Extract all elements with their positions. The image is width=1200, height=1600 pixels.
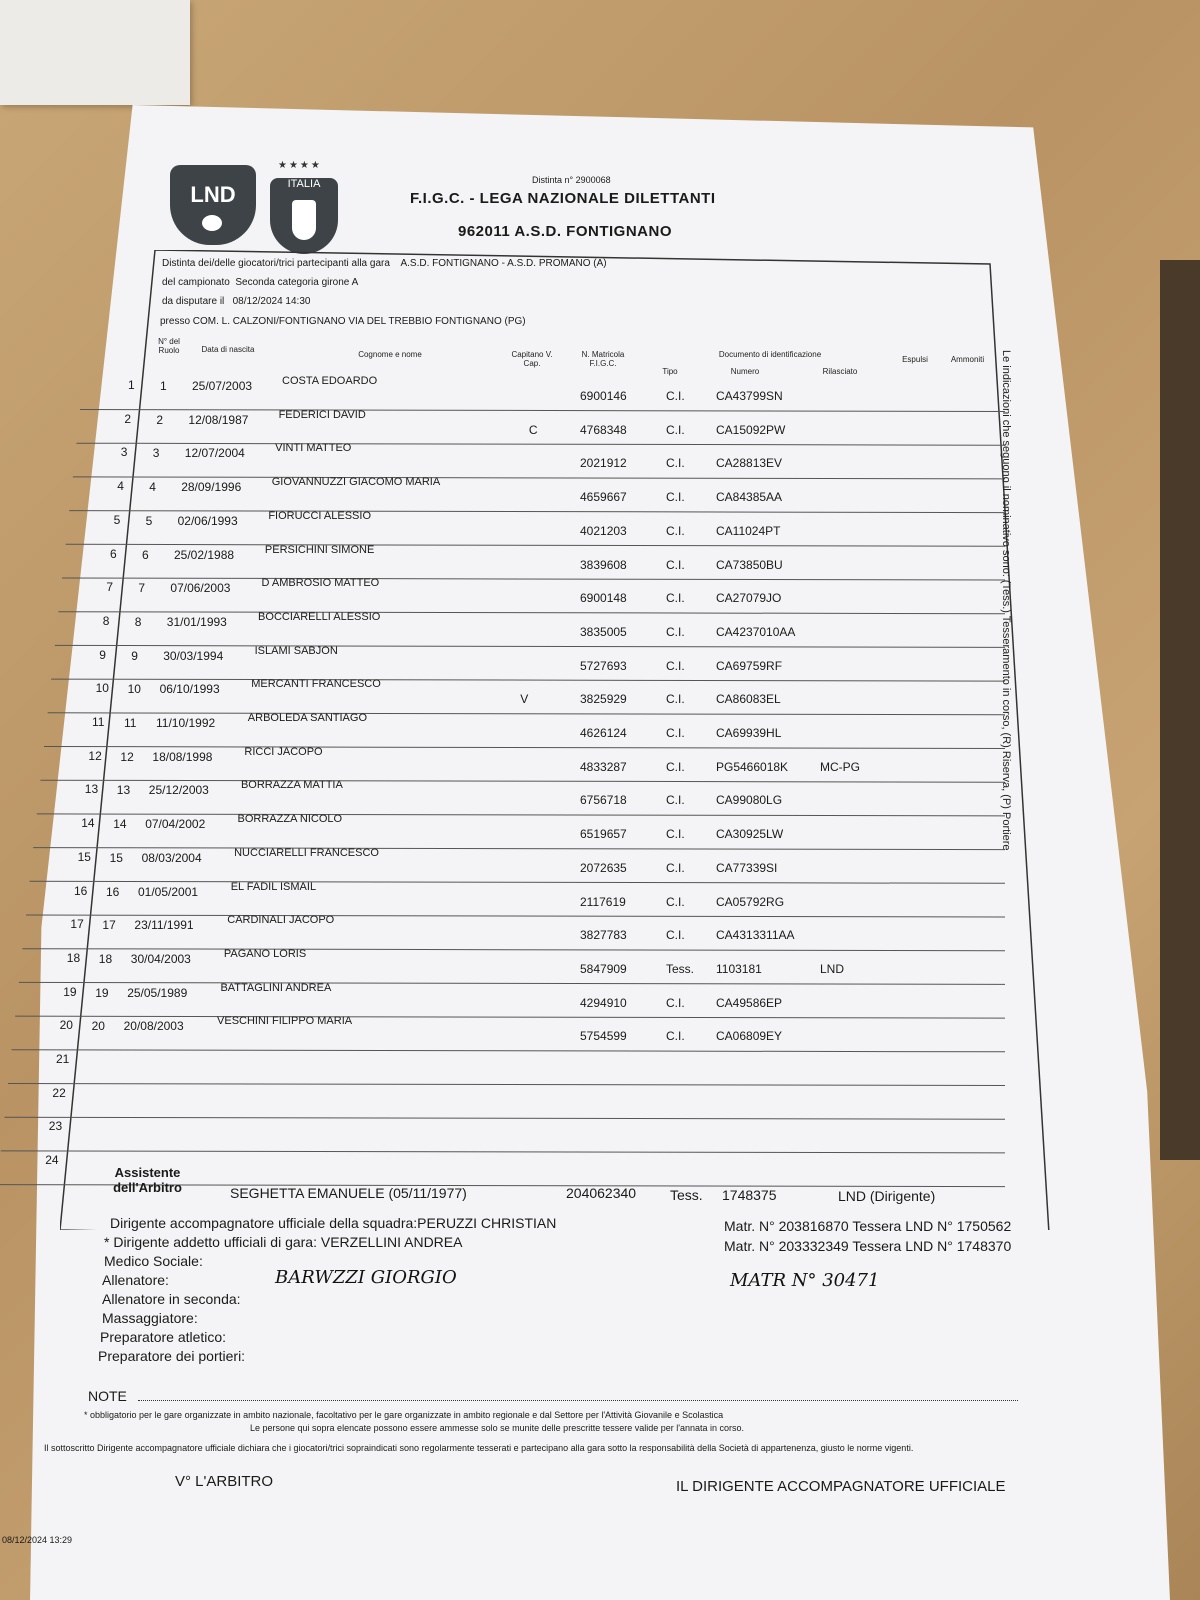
- col-capitano: Capitano V. Cap.: [511, 350, 553, 368]
- row-doc-number: CA4237010AA: [716, 624, 796, 639]
- row-doc-number: CA15092PW: [716, 422, 786, 437]
- row-doc-number: CA28813EV: [716, 456, 783, 471]
- assistant-label: [100, 1165, 195, 1195]
- row-doc-number: CA43799SN: [716, 389, 783, 403]
- row-dob: 30/04/2003: [130, 951, 191, 966]
- staff-preparatore-portieri: Preparatore dei portieri:: [98, 1348, 246, 1364]
- row-matricola: 4833287: [580, 759, 627, 774]
- row-matricola: 6756718: [580, 793, 627, 808]
- row-divider: [51, 679, 1005, 681]
- row-doc-type: C.I.: [666, 422, 685, 437]
- row-doc-type: C.I.: [666, 860, 685, 875]
- match-line-1-value: A.S.D. FONTIGNANO - A.S.D. PROMANO (A): [400, 258, 607, 269]
- row-doc-type: C.I.: [666, 928, 685, 943]
- row-number: 20: [59, 1018, 73, 1033]
- row-ruolo: 5: [145, 513, 153, 528]
- staff-allenatore: Allenatore:: [102, 1272, 169, 1288]
- row-ruolo: 1: [160, 379, 167, 393]
- row-doc-number: CA05792RG: [716, 894, 785, 909]
- row-matricola: 4626124: [580, 726, 627, 740]
- row-number: 15: [77, 849, 91, 864]
- row-ruolo: 15: [109, 850, 123, 865]
- row-number: 17: [70, 917, 84, 932]
- note-label: NOTE: [88, 1388, 127, 1404]
- row-number: 21: [56, 1052, 70, 1066]
- row-ruolo: 11: [124, 716, 137, 730]
- row-number: 24: [45, 1153, 59, 1168]
- row-doc-type: C.I.: [666, 1029, 685, 1044]
- row-player-name: FEDERICI DAVID: [278, 408, 366, 421]
- row-dob: 20/08/2003: [123, 1019, 184, 1034]
- footer-timestamp: 08/12/2024 13:29: [2, 1535, 73, 1545]
- match-line-2-value: Seconda categoria girone A: [235, 277, 359, 288]
- footer-arbitro: V° L'ARBITRO: [175, 1473, 274, 1490]
- row-doc-issued: MC-PG: [820, 759, 860, 774]
- row-number: 7: [106, 580, 114, 595]
- footer-obbligatorio: * obbligatorio per le gare organizzate in ambito nazionale, facoltativo per le gare organizzate in ambito regionale e dal Settore per l'Attività Giovanile e Scolastica: [84, 1410, 724, 1420]
- row-doc-type: C.I.: [666, 995, 685, 1010]
- footer-dichiarazione: Il sottoscritto Dirigente accompagnatore ufficiale dichiara che i giocatori/trici sopraindicati sono regolarmente tesserati e partecipano alla gara sotto la responsabilità della Società di appartenenza, giusto le norme vigenti.: [44, 1443, 914, 1453]
- stars-icon: ★★★★: [278, 160, 322, 171]
- row-doc-number: CA49586EP: [716, 995, 783, 1010]
- row-dob: 25/02/1988: [174, 547, 235, 562]
- row-number: 9: [99, 647, 106, 662]
- row-player-name: BATTAGLINI ANDREA: [220, 981, 332, 994]
- col-ammoniti: Ammoniti: [950, 355, 985, 364]
- assistant-name: SEGHETTA EMANUELE (05/11/1977): [230, 1185, 467, 1201]
- row-dob: 01/05/2001: [138, 884, 199, 899]
- row-ruolo: 2: [156, 412, 164, 427]
- row-player-name: MERCANTI FRANCESCO: [251, 678, 381, 691]
- row-doc-issued: LND: [820, 961, 845, 976]
- row-matricola: 4021203: [580, 523, 627, 538]
- footer-persone: Le persone qui sopra elencate possono essere ammesse solo se munite delle prescritte tessere valide per l'annata in corso.: [250, 1423, 744, 1433]
- staff-massaggiatore: Massaggiatore:: [102, 1310, 198, 1326]
- row-doc-number: CA11024PT: [716, 523, 781, 538]
- col-nome: Cognome e nome: [358, 350, 422, 359]
- row-captain: V: [520, 692, 529, 707]
- row-doc-type: C.I.: [666, 523, 685, 538]
- row-doc-type: C.I.: [666, 827, 685, 842]
- row-player-name: PAGANO LORIS: [223, 947, 307, 960]
- row-dob: 31/01/1993: [166, 614, 227, 629]
- row-divider: [69, 511, 1005, 513]
- row-ruolo: 16: [106, 884, 120, 899]
- row-dob: 12/08/1987: [188, 412, 249, 427]
- row-divider: [37, 814, 1005, 816]
- row-doc-type: C.I.: [666, 456, 685, 471]
- row-doc-type: C.I.: [666, 692, 685, 707]
- row-doc-type: C.I.: [666, 557, 685, 572]
- row-matricola: 2021912: [580, 456, 627, 471]
- row-divider: [80, 410, 1005, 412]
- row-divider: [30, 881, 1005, 883]
- match-line-2-label: del campionato: [162, 277, 230, 288]
- row-ruolo: 8: [134, 614, 142, 629]
- row-doc-type: C.I.: [666, 490, 685, 505]
- row-divider: [44, 747, 1005, 749]
- col-matricola: N. Matricola F.I.G.C.: [581, 350, 625, 368]
- allenatore-handwritten: BARWZZI GIORGIO: [275, 1267, 457, 1288]
- assistant-label-2: dell'Arbitro: [113, 1180, 182, 1195]
- row-player-name: EL FADIL ISMAIL: [230, 880, 317, 893]
- staff-addetto-matr: Matr. N° 203332349 Tessera LND N° 1748370: [724, 1238, 1012, 1254]
- row-player-name: VINTI MATTEO: [275, 442, 352, 455]
- assistant-ril: LND (Dirigente): [838, 1188, 936, 1204]
- row-matricola: 5754599: [580, 1029, 627, 1044]
- row-doc-type: C.I.: [666, 726, 685, 740]
- row-player-name: BORRAZZA MATTIA: [240, 779, 343, 792]
- row-divider: [66, 544, 1005, 546]
- match-line-3-label: da disputare il: [162, 296, 225, 307]
- row-dob: 25/07/2003: [192, 379, 253, 393]
- row-number: 10: [95, 681, 109, 696]
- row-doc-number: CA69939HL: [716, 726, 782, 740]
- match-line-1-label: Distinta dei/delle giocatori/trici partecipanti alla gara: [162, 258, 390, 269]
- assistant-tipo: Tess.: [670, 1187, 703, 1203]
- row-ruolo: 12: [120, 749, 134, 764]
- row-divider: [48, 713, 1005, 715]
- row-dob: 08/03/2004: [141, 850, 202, 865]
- row-divider: [58, 612, 1005, 614]
- row-matricola: 3839608: [580, 557, 627, 572]
- row-dob: 25/05/1989: [127, 985, 188, 1000]
- row-number: 5: [113, 512, 121, 527]
- row-doc-number: CA84385AA: [716, 490, 783, 505]
- row-number: 2: [124, 411, 132, 426]
- row-number: 18: [66, 950, 81, 965]
- row-number: 11: [92, 715, 105, 729]
- assistant-matr: 204062340: [566, 1185, 637, 1201]
- row-ruolo: 4: [149, 480, 156, 495]
- row-player-name: RICCI JACOPO: [244, 745, 323, 758]
- row-ruolo: 3: [152, 446, 160, 461]
- row-number: 12: [88, 748, 102, 763]
- row-doc-number: CA30925LW: [716, 827, 784, 842]
- row-number: 3: [120, 445, 128, 460]
- row-divider: [22, 949, 1005, 951]
- staff-preparatore: Preparatore atletico:: [100, 1329, 227, 1345]
- row-matricola: 6900146: [580, 389, 627, 403]
- row-divider: [33, 848, 1005, 850]
- match-line-3-value: 08/12/2024 14:30: [232, 296, 311, 307]
- row-number: 6: [110, 546, 117, 561]
- row-matricola: 3825929: [580, 692, 627, 707]
- staff-addetto: * Dirigente addetto ufficiali di gara: VERZELLINI ANDREA: [104, 1234, 463, 1250]
- row-ruolo: 10: [127, 682, 141, 697]
- row-doc-number: CA73850BU: [716, 557, 783, 572]
- row-doc-type: C.I.: [666, 591, 685, 606]
- row-dob: 28/09/1996: [181, 480, 242, 495]
- row-divider: [19, 982, 1005, 984]
- row-divider: [15, 1016, 1005, 1018]
- row-player-name: PERSICHINI SIMONE: [264, 543, 375, 556]
- row-ruolo: 19: [95, 985, 109, 1000]
- match-line-4-value: COM. L. CALZONI/FONTIGNANO VIA DEL TREBBIO FONTIGNANO (PG): [192, 316, 526, 327]
- note-line: [138, 1400, 1018, 1401]
- row-ruolo: 14: [113, 817, 127, 832]
- row-doc-type: C.I.: [666, 658, 685, 673]
- row-doc-number: CA99080LG: [716, 793, 783, 808]
- row-dob: 18/08/1998: [152, 749, 213, 764]
- match-line-4-label: presso: [160, 316, 191, 327]
- row-ruolo: 9: [131, 648, 138, 663]
- row-dob: 12/07/2004: [184, 446, 245, 461]
- row-ruolo: 17: [102, 918, 116, 933]
- assistant-label-1: Assistente: [114, 1165, 181, 1180]
- row-divider: [76, 443, 1005, 445]
- row-matricola: 6900148: [580, 591, 627, 606]
- row-matricola: 4294910: [580, 995, 627, 1010]
- row-divider: [55, 645, 1005, 647]
- row-player-name: ISLAMI SABJON: [254, 644, 338, 657]
- row-number: 23: [48, 1119, 63, 1134]
- row-player-name: BOCCIARELLI ALESSIO: [258, 610, 381, 623]
- col-documento: Documento di identificazione: [718, 350, 822, 359]
- row-ruolo: 6: [142, 547, 149, 562]
- row-doc-number: CA69759RF: [716, 658, 783, 673]
- row-doc-type: C.I.: [666, 389, 685, 403]
- lnd-logo-text: LND: [190, 182, 236, 207]
- row-matricola: 4768348: [580, 422, 627, 437]
- col-tipo: Tipo: [662, 367, 678, 376]
- col-ruolo: N° del Ruolo: [158, 337, 180, 355]
- row-number: 1: [128, 378, 135, 392]
- row-doc-number: PG5466018K: [716, 759, 789, 774]
- row-divider: [73, 477, 1005, 479]
- row-divider: [8, 1084, 1005, 1086]
- row-dob: 02/06/1993: [177, 513, 238, 528]
- row-doc-type: C.I.: [666, 624, 685, 639]
- staff-dirigente: Dirigente accompagnatore ufficiale della squadra:PERUZZI CHRISTIAN: [110, 1215, 557, 1231]
- row-captain: C: [528, 422, 538, 437]
- italia-logo-text: ITALIA: [287, 178, 321, 190]
- staff-medico: Medico Sociale:: [104, 1253, 203, 1269]
- row-dob: 07/04/2002: [145, 817, 206, 832]
- row-player-name: VESCHINI FILIPPO MARIA: [217, 1015, 353, 1028]
- row-divider: [40, 780, 1005, 782]
- side-note: Le indicazioni che seguono il nominativo sono: (Tess.) Tesseramento in corso, (R) Riserva, (P) Portiere: [1000, 350, 1012, 851]
- col-rilasciato: Rilasciato: [822, 367, 858, 376]
- row-dob: 23/11/1991: [134, 918, 194, 933]
- row-doc-type: C.I.: [666, 793, 685, 808]
- row-number: 13: [84, 782, 99, 797]
- row-ruolo: 20: [91, 1019, 105, 1034]
- federation-title: F.I.G.C. - LEGA NAZIONALE DILETTANTI: [410, 190, 716, 207]
- row-ruolo: 18: [98, 951, 113, 966]
- row-number: 16: [74, 883, 88, 898]
- row-player-name: FIORUCCI ALESSIO: [268, 509, 372, 522]
- row-doc-type: C.I.: [666, 894, 685, 909]
- row-doc-type: C.I.: [666, 759, 685, 774]
- assistant-numero: 1748375: [722, 1187, 777, 1203]
- club-title: 962011 A.S.D. FONTIGNANO: [458, 223, 673, 240]
- row-number: 19: [63, 984, 77, 999]
- row-player-name: CARDINALI JACOPO: [227, 914, 335, 927]
- row-doc-number: 1103181: [716, 961, 762, 976]
- row-ruolo: 7: [138, 581, 146, 596]
- allenatore-matr-handwritten: MATR N° 30471: [730, 1270, 880, 1291]
- row-ruolo: 13: [116, 783, 131, 798]
- row-number: 14: [81, 816, 95, 831]
- row-divider: [4, 1117, 1005, 1119]
- row-doc-type: Tess.: [666, 961, 695, 976]
- row-doc-number: CA27079JO: [716, 591, 782, 606]
- row-divider: [12, 1050, 1005, 1052]
- row-number: 4: [117, 479, 124, 494]
- row-doc-number: CA06809EY: [716, 1029, 783, 1044]
- distinta-number: Distinta n° 2900068: [532, 175, 611, 185]
- row-player-name: BORRAZZA NICOLO: [237, 813, 343, 826]
- row-dob: 11/10/1992: [156, 716, 216, 730]
- row-dob: 25/12/2003: [148, 783, 209, 798]
- row-matricola: 2072635: [580, 860, 627, 875]
- col-espulsi: Espulsi: [902, 355, 928, 364]
- col-numero: Numero: [730, 367, 760, 376]
- row-player-name: GIOVANNUZZI GIACOMO MARIA: [271, 476, 441, 489]
- row-player-name: ARBOLEDA SANTIAGO: [247, 712, 367, 724]
- row-matricola: 5727693: [580, 658, 627, 673]
- row-doc-number: CA77339SI: [716, 860, 778, 875]
- row-matricola: 6519657: [580, 827, 627, 842]
- row-dob: 07/06/2003: [170, 581, 231, 596]
- row-doc-number: CA86083EL: [716, 692, 781, 707]
- staff-allenatore2: Allenatore in seconda:: [102, 1291, 241, 1307]
- row-matricola: 3827783: [580, 928, 627, 943]
- row-matricola: 3835005: [580, 624, 627, 639]
- row-number: 8: [102, 613, 110, 628]
- row-player-name: COSTA EDOARDO: [282, 375, 378, 387]
- row-matricola: 2117619: [580, 894, 626, 909]
- staff-dirigente-matr: Matr. N° 203816870 Tessera LND N° 1750562: [724, 1218, 1012, 1234]
- row-dob: 30/03/1994: [163, 648, 224, 663]
- footer-dirigente-firma: IL DIRIGENTE ACCOMPAGNATORE UFFICIALE: [676, 1478, 1006, 1495]
- row-matricola: 5847909: [580, 961, 627, 976]
- row-number: 22: [52, 1085, 66, 1100]
- row-doc-number: CA4313311AA: [716, 928, 795, 943]
- col-nascita: Data di nascita: [201, 345, 255, 354]
- row-matricola: 4659667: [580, 490, 627, 505]
- row-player-name: NUCCIARELLI FRANCESCO: [234, 846, 379, 859]
- row-divider: [62, 578, 1005, 580]
- row-dob: 06/10/1993: [159, 682, 220, 697]
- row-divider: [1, 1151, 1005, 1153]
- row-player-name: D AMBROSIO MATTEO: [261, 577, 380, 590]
- row-divider: [26, 915, 1005, 917]
